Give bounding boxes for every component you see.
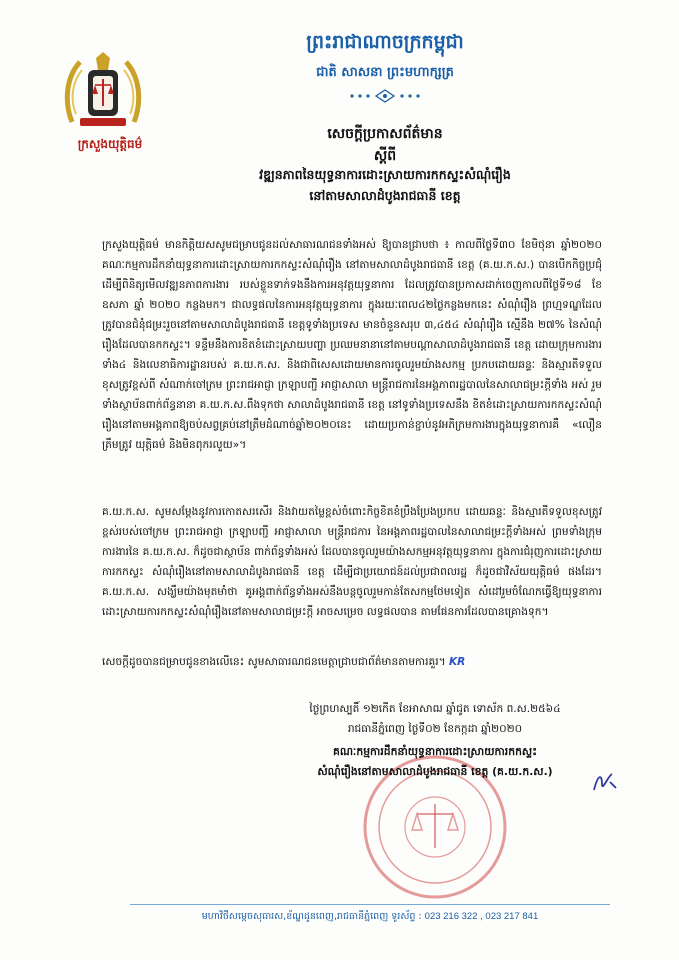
initials: KR	[448, 656, 466, 668]
body-paragraph-1: ក្រសួងយុត្តិធម៌ មានកិត្តិយសសូមជម្រាបជូនដល់សាធារណជនទាំងអស់ ឱ្យបានជ្រាបថា ៖ កាលពីថ្ងៃទី៣០ ខែមិថុនា ឆ្នាំ២០២០ គណៈកម្មការដឹកនាំយុទ្ធនាការដោះស្រាយការកកស្ទះសំណុំរឿង នៅតាមសាលាដំបូងរាជធានី ខេត្ត (គ.យ.ក.ស.) បានបើកកិច្ចប្រជុំដើម្បីពិនិត្យមើលវឌ្ឍនភាពការងារ របស់ខ្លួនទាក់ទងនឹងការអនុវត្តយុទ្ធនាការ ដែលត្រូវបានប្រកាសដាក់ចេញកាលពីថ្ងៃទី១៨ ខែឧសភា ឆ្នាំ ២០២០ កន្លងមក។ ជាលទ្ធផលនៃការអនុវត្តយុទ្ធនាការ ក្នុងរយៈពេល៤២ថ្ងៃកន្លងមកនេះ សំណុំរឿង ព្រហ្មទណ្ឌដែលត្រូវបានជំនុំជម្រះរួចនៅតាមសាលាដំបូងរាជធានី ខេត្តទូទាំងប្រទេស មានចំនួនសរុប ៣,៤៥៤ សំណុំរឿង ស្មើនឹង ២៧% នៃសំណុំរឿងដែលបានកកស្ទះ។ ទន្ទឹមនឹងការខិតខំដោះស្រាយបញ្ហា ប្រឈមនានានៅតាមបណ្តាសាលាដំបូងរាជធានី ខេត្ត ដោយក្រុមការងារទាំង៤ និងលេខាធិការដ្ឋានរបស់ គ.យ.ក.ស. និងជាពិសេសដោយមានការចូលរួមយ៉ាងសកម្ម ប្រកបដោយឆន្ទៈ និងស្មារតីទទួលខុសត្រូវខ្ពស់ពី សំណាក់ចៅក្រម ព្រះរាជអាជ្ញា ក្រឡាបញ្ជី អាជ្ញាសាលា មន្ត្រីរាជការនៃអង្គភាពរដ្ឋបាលនៃសាលាជម្រះក្តីទាំង អស់ រួមទាំងស្ថាប័នពាក់ព័ន្ធនានា គ.យ.ក.ស.ពឹងទុកថា សាលាដំបូងរាជធានី ខេត្ត នៅទូទាំងប្រទេសនឹង ខិតខំដោះស្រាយការកកស្ទះសំណុំរឿងនៅតាមអង្គភាពឱ្យចប់សព្វគ្រប់នៅត្រឹមដំណាច់ឆ្នាំ២០២០នេះ ដោយប្រកាន់ខ្ជាប់នូវអភិក្រមការងារក្នុងយុទ្ធនាការគឺ «លឿន ត្រឹមត្រូវ យុត្តិធម៌ និងមិនពុករលួយ»។	[102, 239, 602, 451]
title-regarding: ស្តីពី	[373, 148, 397, 164]
footer-contact	[130, 910, 610, 924]
document-title: សេចក្តីប្រកាសព័ត៌មាន	[327, 126, 443, 142]
closing-text: សេចក្តីដូចបានជម្រាបជូនខាងលើនេះ សូមសាធារណជនមេត្តាជ្រាបជាព័ត៌មានតាមការគួរ។	[102, 656, 446, 668]
ministry-name: ក្រសួងយុត្តិធម៌	[77, 137, 143, 151]
national-motto: ជាតិ សាសនា ព្រះមហាក្សត្រ	[316, 65, 454, 80]
kingdom-heading: ព្រះរាជាណាចក្រកម្ពុជា	[306, 31, 464, 53]
body-paragraph-3	[102, 652, 602, 672]
title-subject-line1: វឌ្ឍនភាពនៃយុទ្ធនាការដោះស្រាយការកកស្ទះសំណុំរឿង	[259, 167, 511, 182]
ministry-emblem-icon	[62, 52, 144, 132]
footer-divider	[130, 904, 610, 905]
lunar-date: ថ្ងៃព្រហស្បតិ៍ ១២កើត ខែអាសាឍ ឆ្នាំជូត ទោស័ក ព.ស.២៥៦៤	[309, 703, 561, 715]
footer-phones: 023 216 322 , 023 217 841	[424, 911, 539, 922]
committee-name-line1: គណៈកម្មការដឹកនាំយុទ្ធនាការដោះស្រាយការកកស្ទះ	[333, 745, 537, 758]
ornament-divider-icon	[340, 88, 430, 104]
committee-name-line2: សំណុំរឿងនៅតាមសាលាដំបូងរាជធានី ខេត្ត (គ.យ.ក.ស.)	[317, 765, 553, 778]
handwritten-signature-icon	[590, 770, 620, 796]
footer-address: មហាវិថីសម្តេចសុធារស,ខ័ណ្ឌដូនពេញ,រាជធានីភ្នំពេញ ទូរស័ព្ទ :	[201, 911, 422, 922]
body-paragraph-2: គ.យ.ក.ស. សូមសម្តែងនូវការកោតសរសើរ និងវាយតម្លៃខ្ពស់ចំពោះកិច្ចខិតខំប្រឹងប្រែងប្រកប ដោយឆន្ទៈ និងស្មារតីទទួលខុសត្រូវខ្ពស់របស់ចៅក្រម ព្រះរាជអាជ្ញា ក្រឡាបញ្ជី អាជ្ញាសាលា មន្ត្រីរាជការ នៃអង្គភាពរដ្ឋបាលនៃសាលាជម្រះក្តីទាំងអស់ ព្រមទាំងក្រុមការងារនៃ គ.យ.ក.ស. ក៏ដូចជាស្ថាប័ន ពាក់ព័ន្ធទាំងអស់ ដែលបានចូលរួមយ៉ាងសកម្មអនុវត្តយុទ្ធនាការ ក្នុងការជំរុញការដោះស្រាយការកកស្ទះ សំណុំរឿងនៅតាមសាលាដំបូងរាជធានី ខេត្ត ដើម្បីជាប្រយោជន៍ដល់ប្រជាពលរដ្ឋ ក៏ដូចជាវិស័យយុត្តិធម៌ ផងដែរ។ គ.យ.ក.ស. សង្ឃឹមយ៉ាងមុតមាំថា គូអង្គពាក់ព័ន្ធទាំងអស់នឹងបន្តចូលរួមកាន់តែសកម្មថែមទៀត សំដៅរួមចំណែកធ្វើឱ្យយុទ្ធនាការដោះស្រាយការកកស្ទះសំណុំរឿងនៅតាមសាលាជម្រះក្តី អាចសម្រេច លទ្ធផលបាន តាមផែនការដែលបានគ្រោងទុក។	[102, 506, 602, 618]
title-subject-line2: នៅតាមសាលាដំបូងរាជធានី ខេត្ត	[309, 188, 461, 203]
gregorian-date: រាជធានីភ្នំពេញ ថ្ងៃទី០២ ខែកក្កដា ឆ្នាំ២០២០	[347, 723, 523, 735]
